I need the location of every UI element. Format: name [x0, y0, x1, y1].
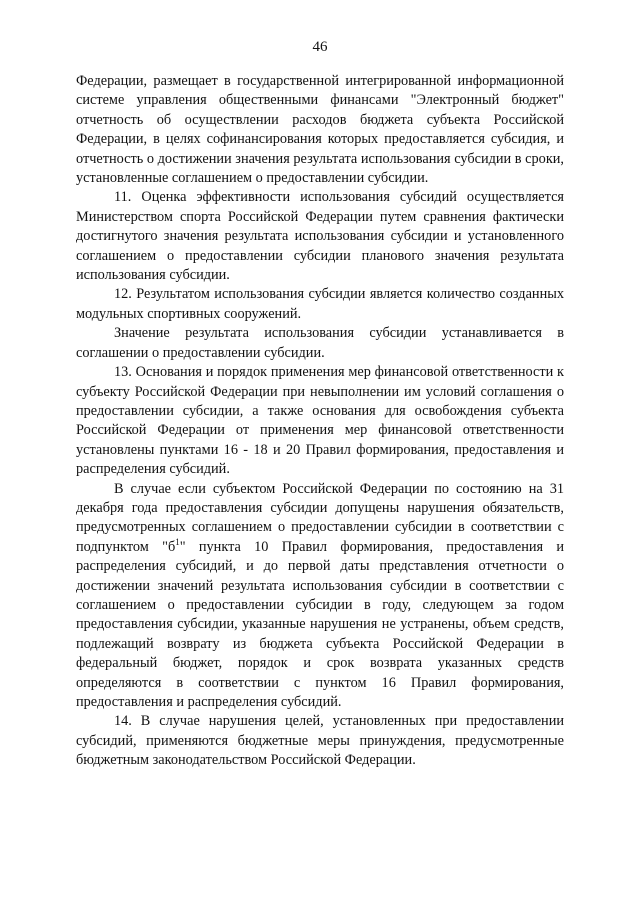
page-number: 46 [312, 39, 328, 55]
paragraph-13-liability: 13. Основания и порядок применения мер финансовой ответственности к субъекту Российской Федерации при невыполнении им условий соглашения о предоставлении субсидии, а также основания для освобождения субъекта Российской Федерации от применения мер финансовой ответственности установлены пунктами 16 - 18 и 20 Правил формирования, предоставления и распределения субсидий. [76, 364, 564, 478]
paragraph-violation-text-before: В случае если субъектом Российской Федерации по состоянию на 31 декабря года предоставления субсидии допущены нарушения обязательств, предусмотренных соглашением о предоставлении субсидии в соответствии с подпунктом "б [76, 480, 564, 555]
superscript-index: 1 [175, 536, 180, 547]
paragraph-result-value: Значение результата использования субсидии устанавливается в соглашении о предоставлении субсидии. [76, 325, 564, 361]
paragraph-continuation: Федерации, размещает в государственной интегрированной информационной системе управления общественными финансами "Электронный бюджет" отчетность об осуществлении расходов бюджета субъекта Российской Федерации, в целях софинансирования которых предоставляется субсидия, и отчетность о достижении значения результата использования субсидии в сроки, установленные соглашением о предоставлении субсидии. [76, 73, 564, 187]
paragraph-11-efficiency-assessment: 11. Оценка эффективности использования субсидий осуществляется Министерством спорта Российской Федерации путем сравнения фактически достигнутого значения результата использования субсидии и установленного соглашением о предоставлении субсидии планового значения результата использования субсидии. [76, 189, 564, 284]
paragraph-violation-refund [76, 480, 564, 713]
document-body [76, 72, 564, 771]
paragraph-violation-text-after: " пункта 10 Правил формирования, предоставления и распределения субсидий, и до первой даты представления отчетности о достижении значений результата использования субсидии в соответствии с соглашением о предоставлении субсидии в году, следующем за годом предоставления субсидии, указанные нарушения не устранены, объем средств, подлежащий возврату из бюджета субъекта Российской Федерации в федеральный бюджет, порядок и срок возврата указанных средств определяются в соответствии с пунктом 16 Правил формирования, предоставления и распределения субсидий. [76, 538, 564, 710]
paragraph-14-enforcement: 14. В случае нарушения целей, установленных при предоставлении субсидий, применяются бюджетные меры принуждения, предусмотренные бюджетным законодательством Российской Федерации. [76, 713, 564, 769]
paragraph-12-result: 12. Результатом использования субсидии является количество созданных модульных спортивных сооружений. [76, 286, 564, 322]
